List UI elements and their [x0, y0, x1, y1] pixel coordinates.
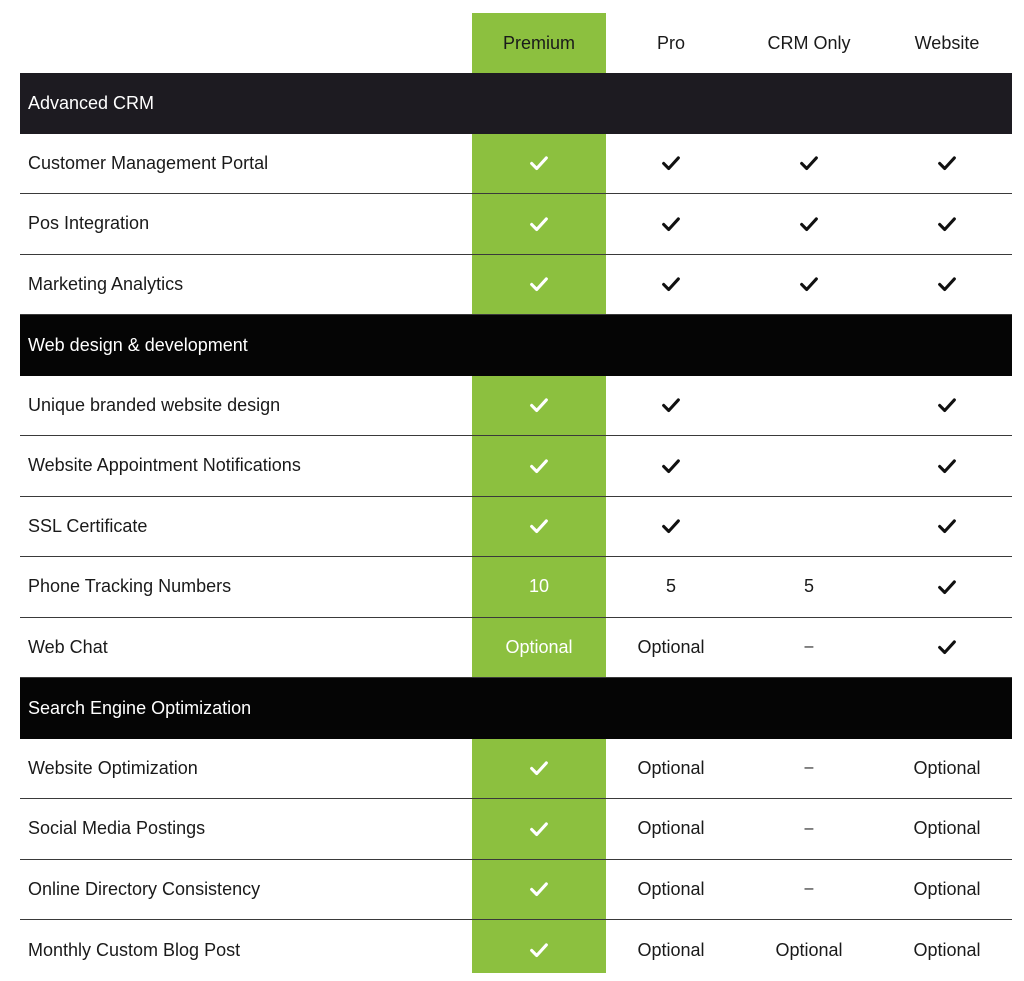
feature-website-check — [878, 618, 1016, 678]
feature-label: Phone Tracking Numbers — [28, 576, 232, 597]
checkmark-icon — [798, 213, 820, 235]
feature-crm-value: – — [804, 638, 814, 656]
feature-pro-value: Optional — [637, 939, 705, 960]
feature-premium-check — [472, 436, 606, 496]
feature-premium-value: 10 — [528, 576, 550, 597]
feature-row — [20, 497, 1012, 558]
feature-label: SSL Certificate — [28, 515, 148, 536]
column-header-website: Website — [914, 32, 980, 53]
feature-crm-check — [740, 255, 878, 315]
section-header-row — [20, 678, 1012, 739]
checkmark-icon — [660, 273, 682, 295]
checkmark-icon — [528, 213, 550, 235]
checkmark-icon — [528, 818, 550, 840]
checkmark-icon — [528, 757, 550, 779]
feature-row — [20, 376, 1012, 437]
feature-crm-check — [740, 194, 878, 254]
feature-pro-value: Optional — [637, 878, 705, 899]
column-header-row — [20, 13, 1012, 73]
section-title: Web design & development — [28, 334, 248, 355]
feature-label: Website Appointment Notifications — [28, 455, 301, 476]
feature-pro-check — [602, 436, 740, 496]
feature-website-value: Optional — [913, 757, 981, 778]
feature-label: Marketing Analytics — [28, 273, 184, 294]
feature-label: Monthly Custom Blog Post — [28, 939, 241, 960]
feature-label: Pos Integration — [28, 213, 150, 234]
feature-premium-check — [472, 376, 606, 436]
checkmark-icon — [660, 515, 682, 537]
feature-row — [20, 194, 1012, 255]
checkmark-icon — [936, 576, 958, 598]
feature-website-check — [878, 255, 1016, 315]
column-header-pro: Pro — [656, 32, 685, 53]
feature-crm-value: 5 — [803, 576, 814, 597]
pricing-comparison-table — [20, 13, 1012, 981]
feature-row — [20, 557, 1012, 618]
checkmark-icon — [660, 455, 682, 477]
feature-website-check — [878, 376, 1016, 436]
feature-pro-value: Optional — [637, 818, 705, 839]
feature-label: Customer Management Portal — [28, 152, 269, 173]
checkmark-icon — [936, 394, 958, 416]
checkmark-icon — [936, 455, 958, 477]
feature-website-check — [878, 497, 1016, 557]
feature-crm-check — [740, 134, 878, 194]
feature-website-value: Optional — [913, 818, 981, 839]
checkmark-icon — [936, 515, 958, 537]
section-title: Advanced CRM — [28, 92, 155, 113]
feature-pro-value: 5 — [665, 576, 676, 597]
checkmark-icon — [528, 515, 550, 537]
feature-label: Online Directory Consistency — [28, 878, 261, 899]
feature-pro-value: Optional — [637, 636, 705, 657]
checkmark-icon — [528, 273, 550, 295]
checkmark-icon — [660, 394, 682, 416]
checkmark-icon — [528, 939, 550, 961]
feature-premium-check — [472, 134, 606, 194]
feature-crm-value: – — [804, 819, 814, 837]
feature-crm-value: – — [804, 759, 814, 777]
feature-website-check — [878, 436, 1016, 496]
feature-row — [20, 134, 1012, 195]
checkmark-icon — [660, 213, 682, 235]
checkmark-icon — [798, 273, 820, 295]
feature-crm-value: Optional — [775, 939, 843, 960]
feature-premium-check — [472, 860, 606, 920]
feature-premium-check — [472, 194, 606, 254]
feature-row — [20, 739, 1012, 800]
feature-label: Website Optimization — [28, 757, 198, 778]
checkmark-icon — [528, 455, 550, 477]
section-header-row — [20, 73, 1012, 134]
feature-website-check — [878, 557, 1016, 617]
feature-website-value: Optional — [913, 939, 981, 960]
feature-premium-check — [472, 497, 606, 557]
checkmark-icon — [936, 636, 958, 658]
column-header-crm-only: CRM Only — [767, 32, 851, 53]
feature-premium-check — [472, 920, 606, 981]
feature-pro-check — [602, 194, 740, 254]
feature-label: Unique branded website design — [28, 394, 281, 415]
feature-premium-check — [472, 739, 606, 799]
feature-row — [20, 255, 1012, 316]
feature-row — [20, 436, 1012, 497]
feature-row — [20, 618, 1012, 679]
section-header-row — [20, 315, 1012, 376]
checkmark-icon — [936, 273, 958, 295]
feature-pro-check — [602, 134, 740, 194]
feature-row — [20, 860, 1012, 921]
feature-label: Web Chat — [28, 636, 108, 657]
feature-premium-check — [472, 255, 606, 315]
feature-row — [20, 799, 1012, 860]
checkmark-icon — [798, 152, 820, 174]
checkmark-icon — [660, 152, 682, 174]
feature-crm-value — [740, 497, 878, 557]
feature-website-value: Optional — [913, 878, 981, 899]
feature-website-check — [878, 194, 1016, 254]
feature-pro-value: Optional — [637, 757, 705, 778]
checkmark-icon — [528, 394, 550, 416]
section-title: Search Engine Optimization — [28, 697, 252, 718]
checkmark-icon — [528, 878, 550, 900]
feature-label: Social Media Postings — [28, 818, 206, 839]
feature-crm-value — [740, 376, 878, 436]
feature-row — [20, 920, 1012, 981]
feature-crm-value: – — [804, 880, 814, 898]
checkmark-icon — [528, 152, 550, 174]
checkmark-icon — [936, 213, 958, 235]
feature-premium-value: Optional — [505, 636, 573, 657]
feature-pro-check — [602, 376, 740, 436]
feature-pro-check — [602, 497, 740, 557]
feature-website-check — [878, 134, 1016, 194]
feature-crm-value — [740, 436, 878, 496]
column-header-premium: Premium — [502, 32, 575, 53]
feature-premium-check — [472, 799, 606, 859]
feature-pro-check — [602, 255, 740, 315]
checkmark-icon — [936, 152, 958, 174]
